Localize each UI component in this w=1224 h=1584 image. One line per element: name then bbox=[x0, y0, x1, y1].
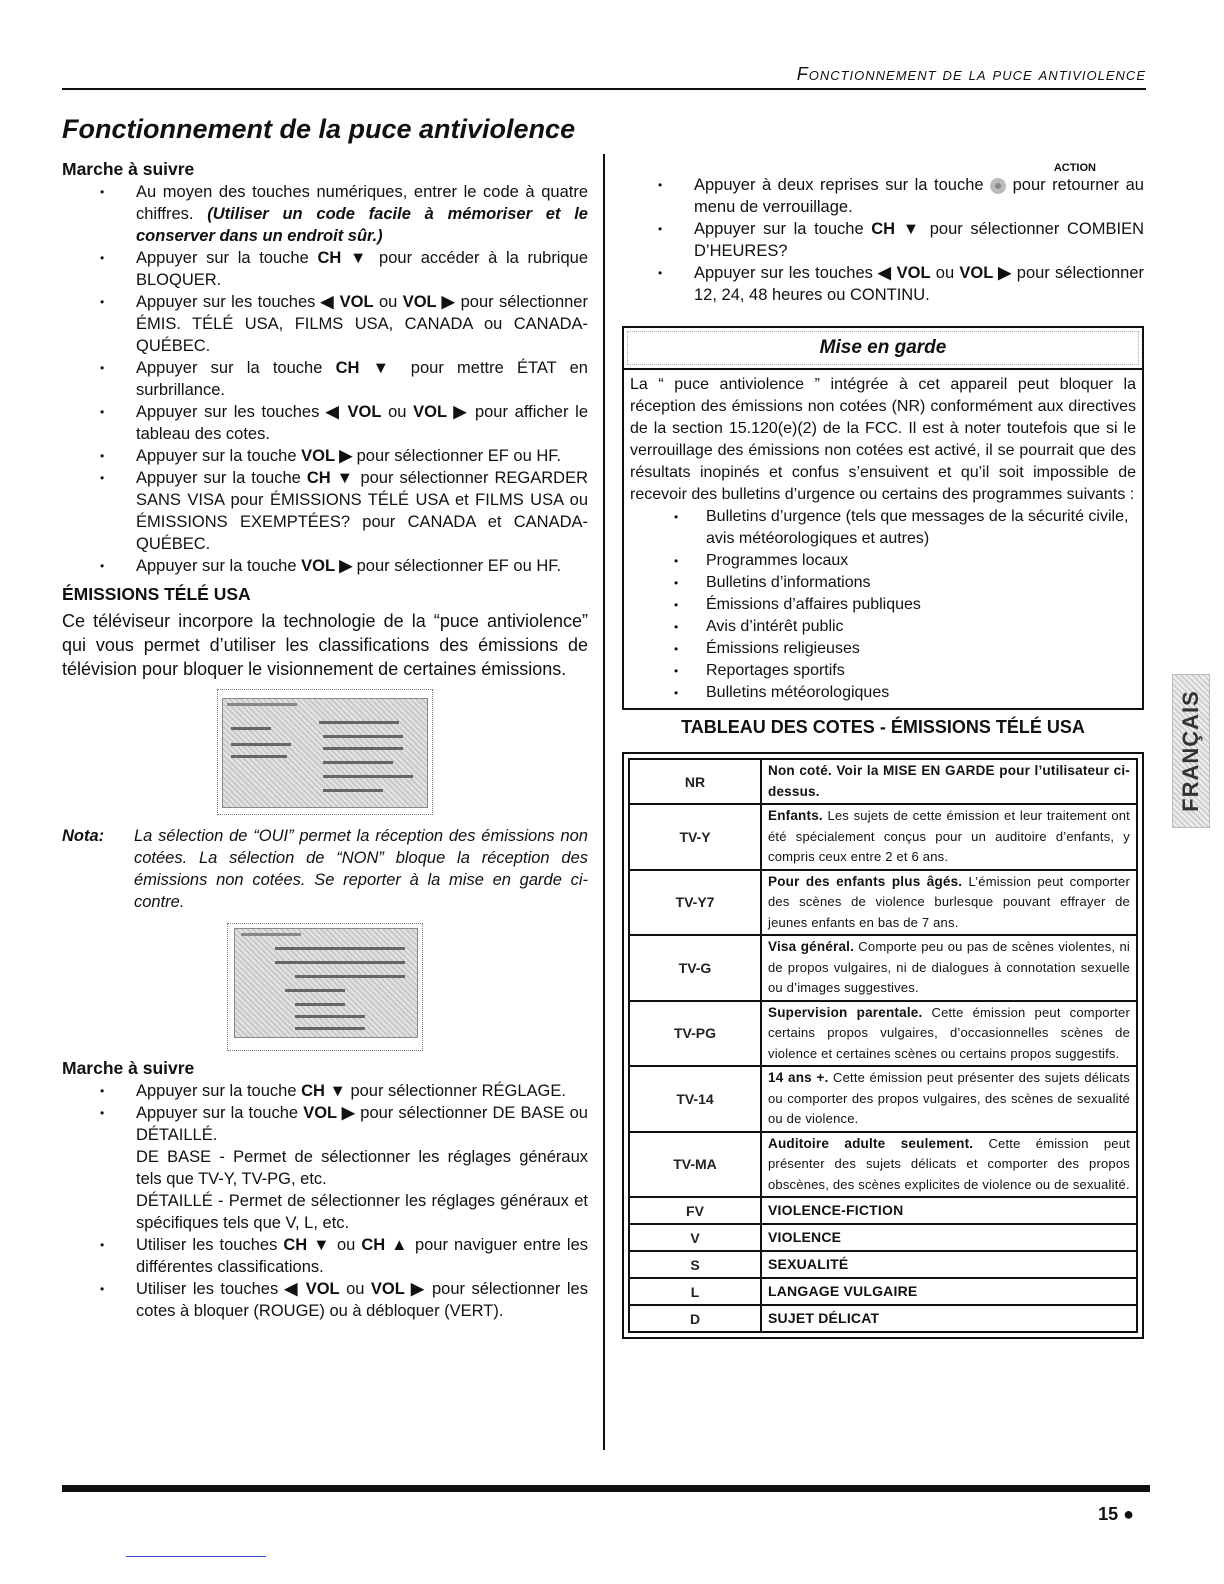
key-label: VOL ▶ bbox=[301, 447, 353, 465]
content-code-label: LANGAGE VULGAIRE bbox=[761, 1278, 1137, 1305]
step-text: pour afficher le tableau des cotes. bbox=[136, 403, 588, 443]
step-text: pour retourner au menu de verrouillage. bbox=[694, 176, 1144, 216]
menu-screen-graphic bbox=[234, 928, 418, 1038]
step-text: Appuyer sur la touche bbox=[136, 1104, 304, 1122]
rating-description bbox=[761, 1001, 1137, 1067]
rating-text: Les sujets de cette émission et leur traitement ont été spécialement conçus pour un auditoire d’enfants, y compris ceux entre 2 et 6 ans. bbox=[768, 808, 1130, 864]
rating-row bbox=[629, 804, 1137, 870]
step-text: pour sélectionner REGARDER SANS VISA pour ÉMISSIONS TÉLÉ USA et FILMS USA ou ÉMISSIONS EXEMPTÉES? pour CANADA et CANADA-QUÉBEC. bbox=[136, 469, 588, 553]
caution-list-item: • Bulletins météorologiques bbox=[630, 682, 1136, 704]
rating-name: Enfants. bbox=[768, 808, 823, 823]
section-title-us-tv: ÉMISSIONS TÉLÉ USA bbox=[62, 584, 251, 604]
step-text: Appuyer sur la touche bbox=[136, 469, 307, 487]
header-rule bbox=[62, 88, 1146, 90]
caution-title: Mise en garde bbox=[627, 331, 1139, 365]
rating-description bbox=[761, 759, 1137, 804]
content-code-row bbox=[629, 1305, 1137, 1332]
menu-screenshot-2 bbox=[227, 923, 423, 1051]
step-item bbox=[62, 247, 588, 291]
rating-row bbox=[629, 759, 1137, 804]
menu-screenshot-1 bbox=[217, 689, 433, 815]
step-item bbox=[62, 555, 588, 577]
step-text: ou bbox=[381, 403, 414, 421]
key-label: VOL ▶ bbox=[303, 1104, 356, 1122]
step-text: pour mettre ÉTAT en surbrillance. bbox=[136, 359, 588, 399]
step-item bbox=[62, 445, 588, 467]
step-text: pour sélectionner RÉGLAGE. bbox=[345, 1082, 566, 1100]
caution-list-item: • Émissions religieuses bbox=[630, 638, 1136, 660]
content-code: L bbox=[629, 1278, 761, 1305]
content-code-row bbox=[629, 1197, 1137, 1224]
step-text: ou bbox=[373, 293, 403, 311]
key-label: CH ▲ bbox=[361, 1236, 409, 1254]
key-label: ◀ VOL bbox=[284, 1280, 340, 1298]
nota-text: La sélection de “OUI” permet la réception des émissions non cotées. La sélection de “NON” bloque la réception des émissions non cotées. Se reporter à la mise en garde ci-contre. bbox=[134, 827, 588, 911]
content-code-label: VIOLENCE bbox=[761, 1224, 1137, 1251]
rating-description bbox=[761, 870, 1137, 936]
key-label: VOL ▶ bbox=[301, 557, 353, 575]
language-tab-label: FRANÇAIS bbox=[1178, 690, 1203, 812]
caution-list-item: • Avis d’intérêt public bbox=[630, 616, 1136, 638]
rating-name: Non coté. Voir la MISE EN GARDE pour l’utilisateur ci-dessus. bbox=[768, 763, 1130, 799]
content-code-label: SUJET DÉLICAT bbox=[761, 1305, 1137, 1332]
bottom-rule bbox=[126, 1556, 266, 1557]
step-item bbox=[62, 467, 588, 555]
steps-list-3 bbox=[622, 174, 1144, 306]
rating-name: Pour des enfants plus âgés. bbox=[768, 873, 963, 889]
key-label: CH ▼ bbox=[871, 220, 923, 238]
key-label: CH ▼ bbox=[283, 1236, 331, 1254]
rating-row bbox=[629, 1066, 1137, 1132]
step-text: ou bbox=[339, 1280, 371, 1298]
ratings-table-frame bbox=[622, 752, 1144, 1339]
rating-description bbox=[761, 935, 1137, 1001]
step-text: pour sélectionner COMBIEN D’HEURES? bbox=[694, 220, 1144, 260]
step-text: Appuyer sur la touche bbox=[694, 220, 872, 238]
rating-description bbox=[761, 1066, 1137, 1132]
caution-list-item: • Bulletins d’informations bbox=[630, 572, 1136, 594]
step-text: Appuyer sur la touche bbox=[136, 359, 336, 377]
rating-text: Cette émission peut comporter certains propos vulgaires, d’occasionnelles scènes de violence et certaines scènes ou certains propos suggestifs. bbox=[768, 1004, 1130, 1061]
step-text: Appuyer sur les touches bbox=[136, 403, 327, 421]
content-code: FV bbox=[629, 1197, 761, 1224]
rating-text: Comporte peu ou pas de scènes violentes, ni de propos vulgaires, ni de dialogues à connotation sexuelle ou d’images suggestives. bbox=[768, 939, 1130, 995]
content-code: S bbox=[629, 1251, 761, 1278]
rating-name: Auditoire adulte seulement. bbox=[768, 1135, 974, 1151]
rating-row bbox=[629, 870, 1137, 936]
rating-description bbox=[761, 1132, 1137, 1198]
rating-code: NR bbox=[629, 759, 761, 804]
step-item bbox=[62, 357, 588, 401]
ratings-table bbox=[628, 758, 1138, 1333]
nota-label: Nota: bbox=[62, 827, 105, 845]
key-label: CH ▼ bbox=[317, 249, 371, 267]
step-item bbox=[62, 291, 588, 357]
action-button-icon bbox=[990, 178, 1006, 194]
step-text: Appuyer sur la touche bbox=[136, 557, 302, 575]
nota-block bbox=[62, 825, 588, 913]
step-text: Appuyer sur les touches bbox=[694, 264, 879, 282]
detaille-note: DÉTAILLÉ - Permet de sélectionner les réglages généraux et spécifiques tels que V, L, etc. bbox=[136, 1192, 588, 1232]
caution-list bbox=[630, 506, 1136, 704]
step-item bbox=[62, 1080, 588, 1102]
step-text: ou bbox=[930, 264, 960, 282]
step-text: Appuyer sur la touche bbox=[136, 1082, 302, 1100]
key-label: ◀ VOL bbox=[878, 264, 931, 282]
language-side-tab bbox=[1172, 674, 1210, 828]
step-text: pour sélectionner EF ou HF. bbox=[352, 447, 562, 465]
steps-list-1 bbox=[62, 181, 588, 577]
rating-name: Visa général. bbox=[768, 939, 855, 954]
rating-row bbox=[629, 935, 1137, 1001]
step-text: Appuyer à deux reprises sur la touche bbox=[694, 176, 991, 194]
step-item bbox=[62, 1234, 588, 1278]
rating-code: TV-PG bbox=[629, 1001, 761, 1067]
rating-name: Supervision parentale. bbox=[768, 1004, 923, 1020]
rating-code: TV-MA bbox=[629, 1132, 761, 1198]
running-header: Fonctionnement de la puce antiviolence bbox=[796, 64, 1146, 84]
rating-row bbox=[629, 1001, 1137, 1067]
content-code-row bbox=[629, 1251, 1137, 1278]
content-code: D bbox=[629, 1305, 761, 1332]
rating-row bbox=[629, 1132, 1137, 1198]
step-item bbox=[622, 218, 1144, 262]
key-label: VOL ▶ bbox=[959, 264, 1012, 282]
key-label: VOL ▶ bbox=[402, 293, 456, 311]
step-text: pour sélectionner 12, 24, 48 heures ou CONTINU. bbox=[694, 264, 1144, 304]
step-text: Au moyen des touches numériques, entrer le code à quatre chiffres. bbox=[136, 183, 588, 223]
steps-list-2 bbox=[62, 1080, 588, 1322]
section-title-steps: Marche à suivre bbox=[62, 159, 195, 179]
step-text: pour sélectionner les cotes à bloquer (ROUGE) ou à débloquer (VERT). bbox=[136, 1280, 588, 1320]
rating-text: Cette émission peut présenter des sujets délicats et comporter des propos obscènes, des scènes explicites de violence ou de sexualité. bbox=[768, 1135, 1130, 1192]
caution-body bbox=[624, 368, 1142, 708]
right-column bbox=[622, 164, 1144, 1339]
key-label: ◀ VOL bbox=[326, 403, 382, 421]
caution-list-item: • Reportages sportifs bbox=[630, 660, 1136, 682]
rating-description bbox=[761, 804, 1137, 870]
de-base-note: DE BASE - Permet de sélectionner les réglages généraux tels que TV-Y, TV-PG, etc. bbox=[136, 1148, 588, 1188]
key-label: CH ▼ bbox=[306, 469, 355, 487]
step-text: Appuyer sur la touche bbox=[136, 249, 318, 267]
rating-code: TV-Y bbox=[629, 804, 761, 870]
section-title-steps-2: Marche à suivre bbox=[62, 1058, 195, 1078]
step-text: pour sélectionner EF ou HF. bbox=[352, 557, 562, 575]
step-item bbox=[62, 181, 588, 247]
step-text: Utiliser les touches bbox=[136, 1280, 285, 1298]
rating-name: 14 ans +. bbox=[768, 1070, 829, 1085]
key-label: ◀ VOL bbox=[320, 293, 374, 311]
step-text: pour sélectionner DE BASE ou DÉTAILLÉ. bbox=[136, 1104, 588, 1144]
caution-box bbox=[622, 326, 1144, 710]
content-code-row bbox=[629, 1278, 1137, 1305]
rating-code: TV-G bbox=[629, 935, 761, 1001]
content-code-label: VIOLENCE-FICTION bbox=[761, 1197, 1137, 1224]
column-divider bbox=[603, 154, 605, 1450]
step-text: pour naviguer entre les différentes classifications. bbox=[136, 1236, 588, 1276]
page-number: 15 ● bbox=[1098, 1504, 1134, 1524]
rating-code: TV-Y7 bbox=[629, 870, 761, 936]
caution-list-item: • Bulletins d’urgence (tels que messages de la sécurité civile, avis météorologiques et autres) bbox=[630, 506, 1136, 550]
page-title: Fonctionnement de la puce antiviolence bbox=[62, 114, 576, 144]
ratings-table-title: TABLEAU DES COTES - ÉMISSIONS TÉLÉ USA bbox=[681, 717, 1085, 737]
key-label: CH ▼ bbox=[335, 359, 398, 377]
rating-text: L’émission peut comporter des scènes de violence burlesque pouvant effrayer de jeunes enfants en bas de 7 ans. bbox=[768, 873, 1130, 930]
step-text: pour sélectionner ÉMIS. TÉLÉ USA, FILMS USA, CANADA ou CANADA-QUÉBEC. bbox=[136, 293, 588, 355]
step-item bbox=[62, 1102, 588, 1234]
step-text: ou bbox=[330, 1236, 362, 1254]
key-label: (Utiliser un code facile à mémoriser et le conserver dans un endroit sûr.) bbox=[136, 205, 588, 245]
key-label: CH ▼ bbox=[301, 1082, 346, 1100]
key-label: VOL ▶ bbox=[413, 403, 469, 421]
step-text: Appuyer sur la touche bbox=[136, 447, 302, 465]
caution-list-item: • Émissions d’affaires publiques bbox=[630, 594, 1136, 616]
content-code-label: SEXUALITÉ bbox=[761, 1251, 1137, 1278]
key-label: VOL ▶ bbox=[370, 1280, 426, 1298]
caution-text: La “ puce antiviolence ” intégrée à cet appareil peut bloquer la réception des émissions non cotées (NR) conformément aux directives de la section 15.120(e)(2) de la FCC. Il est à noter toutefois que si le verrouillage des émissions non cotées est activé, il se pourrait que des résultats inopinés et confus s’ensuivent et qu’il soit impossible de recevoir des bulletins d’urgence ou certains des programmes suivants : bbox=[630, 376, 1136, 503]
intro-paragraph: Ce téléviseur incorpore la technologie de la “puce antiviolence” qui vous permet d’utiliser les classifications des émissions de télévision pour bloquer le visionnement de certaines émissions. bbox=[62, 611, 588, 679]
menu-screen-graphic bbox=[222, 698, 428, 808]
step-text: Appuyer sur les touches bbox=[136, 293, 321, 311]
step-text: Utiliser les touches bbox=[136, 1236, 284, 1254]
content-code: V bbox=[629, 1224, 761, 1251]
rating-text: Cette émission peut présenter des sujets délicats ou comporter des propos vulgaires, des scènes de sexualité ou de violence. bbox=[768, 1070, 1130, 1126]
footer-rule bbox=[62, 1485, 1150, 1492]
step-item bbox=[622, 174, 1144, 218]
step-text: pour accéder à la rubrique BLOQUER. bbox=[136, 249, 589, 289]
step-item bbox=[622, 262, 1144, 306]
rating-code: TV-14 bbox=[629, 1066, 761, 1132]
content-code-row bbox=[629, 1224, 1137, 1251]
step-item bbox=[62, 1278, 588, 1322]
caution-list-item: • Programmes locaux bbox=[630, 550, 1136, 572]
step-item bbox=[62, 401, 588, 445]
action-label: ACTION bbox=[1053, 162, 1096, 174]
left-column bbox=[62, 158, 588, 1322]
